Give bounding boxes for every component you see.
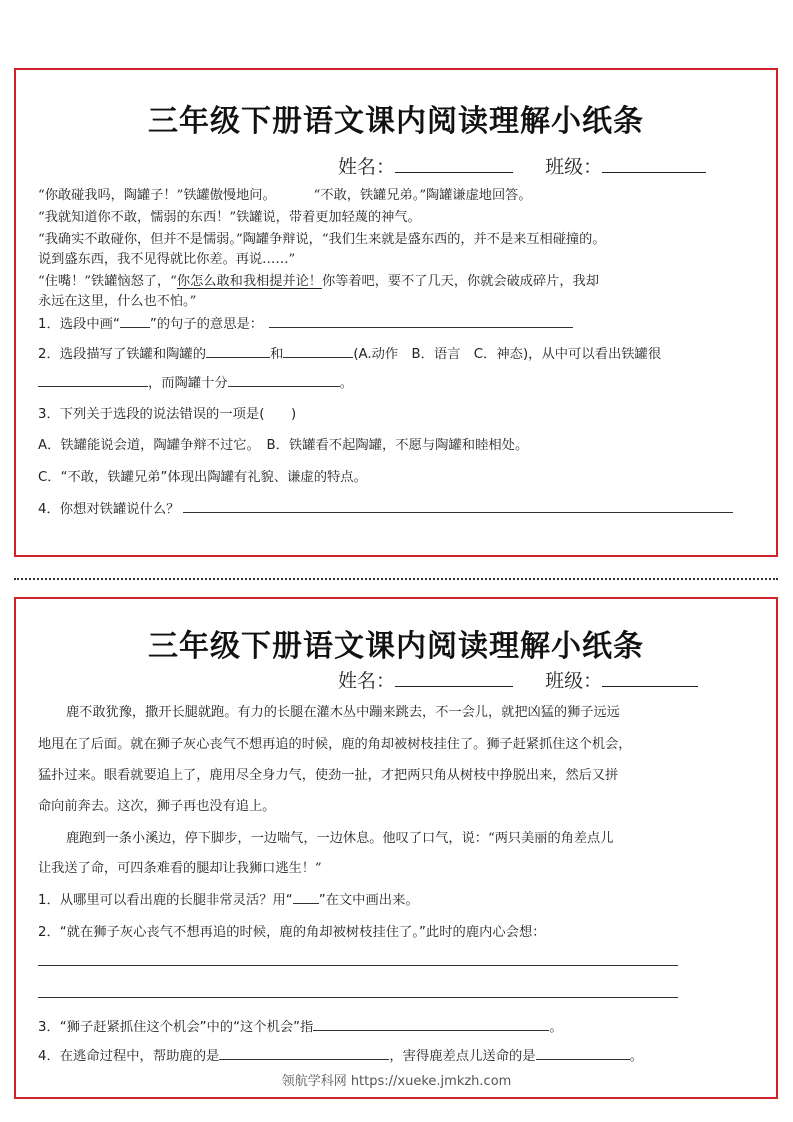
underline-mark: [120, 315, 150, 328]
q-text: ”在文中画出来。: [318, 893, 419, 908]
card2-question-3: [38, 1016, 563, 1035]
worksheet-card-1: [14, 68, 778, 557]
q-text: (A.动作 B．语言 C．神态)，从中可以看出铁罐很: [353, 347, 662, 362]
q-text: 1．选段中画“: [38, 317, 120, 332]
card1-passage-text: “住嘴！”铁罐恼怒了，“: [38, 274, 177, 289]
card2-answer-3-line[interactable]: [313, 1018, 549, 1031]
card1-passage-line-4: 说到盛东西，我不见得就比你差。再说……”: [38, 252, 296, 267]
card1-question-4: [38, 498, 733, 517]
card1-answer-2d-line[interactable]: [228, 374, 340, 387]
q-text: ，而陶罐十分: [148, 376, 228, 391]
card2-name-label: 姓名：: [338, 670, 396, 692]
card2-passage-line-2: 地甩在了后面。就在狮子灰心丧气不想再追的时候，鹿的角却被树枝挂住了。狮子赶紧抓住这个机会，: [38, 737, 632, 752]
card2-question-1: [38, 889, 419, 908]
card1-passage-text: “你敢碰我吗，陶罐子！”铁罐傲慢地问。: [38, 188, 276, 203]
card1-passage-line-3: “我确实不敢碰你，但并不是懦弱。”陶罐争辩说，“我们生来就是盛东西的，并不是来互相碰撞的。: [38, 232, 606, 247]
q-text: 4．你想对铁罐说什么？: [38, 502, 180, 517]
q-text: 。: [339, 376, 354, 391]
worksheet-card-2: [14, 597, 778, 1099]
q-text: 。: [549, 1020, 563, 1035]
card1-passage-line-5: [38, 270, 599, 289]
q-text: 4．在逃命过程中，帮助鹿的是: [38, 1049, 220, 1064]
card1-class-field[interactable]: [602, 154, 706, 173]
q-text: 2．选段描写了铁罐和陶罐的: [38, 347, 207, 362]
card1-answer-2c-line[interactable]: [38, 374, 148, 387]
card2-question-2: 2．“就在狮子灰心丧气不想再追的时候，鹿的角却被树枝挂住了。”此时的鹿内心会想：: [38, 925, 546, 940]
card1-question-2: [38, 343, 661, 362]
underline-mark: [293, 891, 319, 904]
card2-class-field[interactable]: [602, 668, 698, 687]
footer-watermark: 领航学科网 https://xueke.jmkzh.com: [281, 1074, 512, 1089]
q-text: 。: [629, 1049, 643, 1064]
card1-class-label: 班级：: [545, 156, 603, 178]
card1-question-2-cont: [38, 372, 353, 391]
card2-name-field[interactable]: [395, 668, 513, 687]
card1-passage-line-6: 永远在这里，什么也不怕。”: [38, 294, 197, 309]
card1-title: 三年级下册语文课内阅读理解小纸条: [148, 104, 644, 139]
card2-passage-line-5: 鹿跑到一条小溪边，停下脚步，一边喘气，一边休息。他叹了口气，说：“两只美丽的角差点儿: [66, 831, 614, 846]
card2-answer-4a-line[interactable]: [219, 1047, 389, 1060]
card2-passage-line-4: 命向前奔去。这次，狮子再也没有追上。: [38, 799, 276, 814]
q-text: 1．从哪里可以看出鹿的长腿非常灵活？用“: [38, 893, 293, 908]
q-text: 3．“狮子赶紧抓住这个机会”中的“这个机会”指: [38, 1020, 314, 1035]
card2-answer-2-line-1[interactable]: [38, 965, 678, 966]
card1-question-3: 3．下列关于选段的说法错误的一项是( ): [38, 407, 297, 422]
card1-answer-4-line[interactable]: [183, 500, 733, 513]
card2-name-class-row: [338, 666, 698, 693]
card1-name-field[interactable]: [395, 154, 513, 173]
card1-passage-text: 你等着吧，要不了几天，你就会破成碎片，我却: [321, 274, 599, 289]
card1-passage-text: “不敢，铁罐兄弟。”陶罐谦虚地回答。: [313, 188, 532, 203]
card1-question-3-options-ab: A．铁罐能说会道，陶罐争辩不过它。 B．铁罐看不起陶罐，不愿与陶罐和睦相处。: [38, 438, 529, 453]
cut-line-divider: [14, 578, 778, 580]
card1-answer-2a-line[interactable]: [206, 345, 270, 358]
card1-name-label: 姓名：: [338, 156, 396, 178]
card1-answer-2b-line[interactable]: [283, 345, 353, 358]
card2-passage-line-1: 鹿不敢犹豫，撒开长腿就跑。有力的长腿在灌木丛中蹦来跳去，不一会儿，就把凶猛的狮子远远: [66, 705, 620, 720]
card1-underlined-sentence: 你怎么敢和我相提并论！: [176, 274, 322, 289]
card1-question-1: [38, 313, 573, 332]
card1-question-3-option-c: C．“不敢，铁罐兄弟”体现出陶罐有礼貌、谦虚的特点。: [38, 470, 367, 485]
card2-passage-line-6: 让我送了命，可四条难看的腿却让我狮口逃生！”: [38, 861, 322, 876]
card2-question-4: [38, 1045, 643, 1064]
card2-passage-line-3: 猛扑过来。眼看就要追上了，鹿用尽全身力气，使劲一扯，才把两只角从树枝中挣脱出来，然后又拼: [38, 768, 619, 783]
card1-passage-line-2: “我就知道你不敢，懦弱的东西！”铁罐说，带着更加轻蔑的神气。: [38, 210, 421, 225]
card2-answer-4b-line[interactable]: [536, 1047, 630, 1060]
card1-answer-1-line[interactable]: [269, 315, 573, 328]
card2-answer-2-line-2[interactable]: [38, 997, 678, 998]
card2-class-label: 班级：: [545, 670, 603, 692]
q-text: ”的句子的意思是：: [149, 317, 264, 332]
q-text: 和: [270, 347, 284, 362]
card1-passage-line-1: [38, 184, 532, 203]
q-text: ，害得鹿差点儿送命的是: [389, 1049, 536, 1064]
card2-title: 三年级下册语文课内阅读理解小纸条: [148, 629, 644, 664]
card1-name-class-row: [338, 152, 706, 179]
